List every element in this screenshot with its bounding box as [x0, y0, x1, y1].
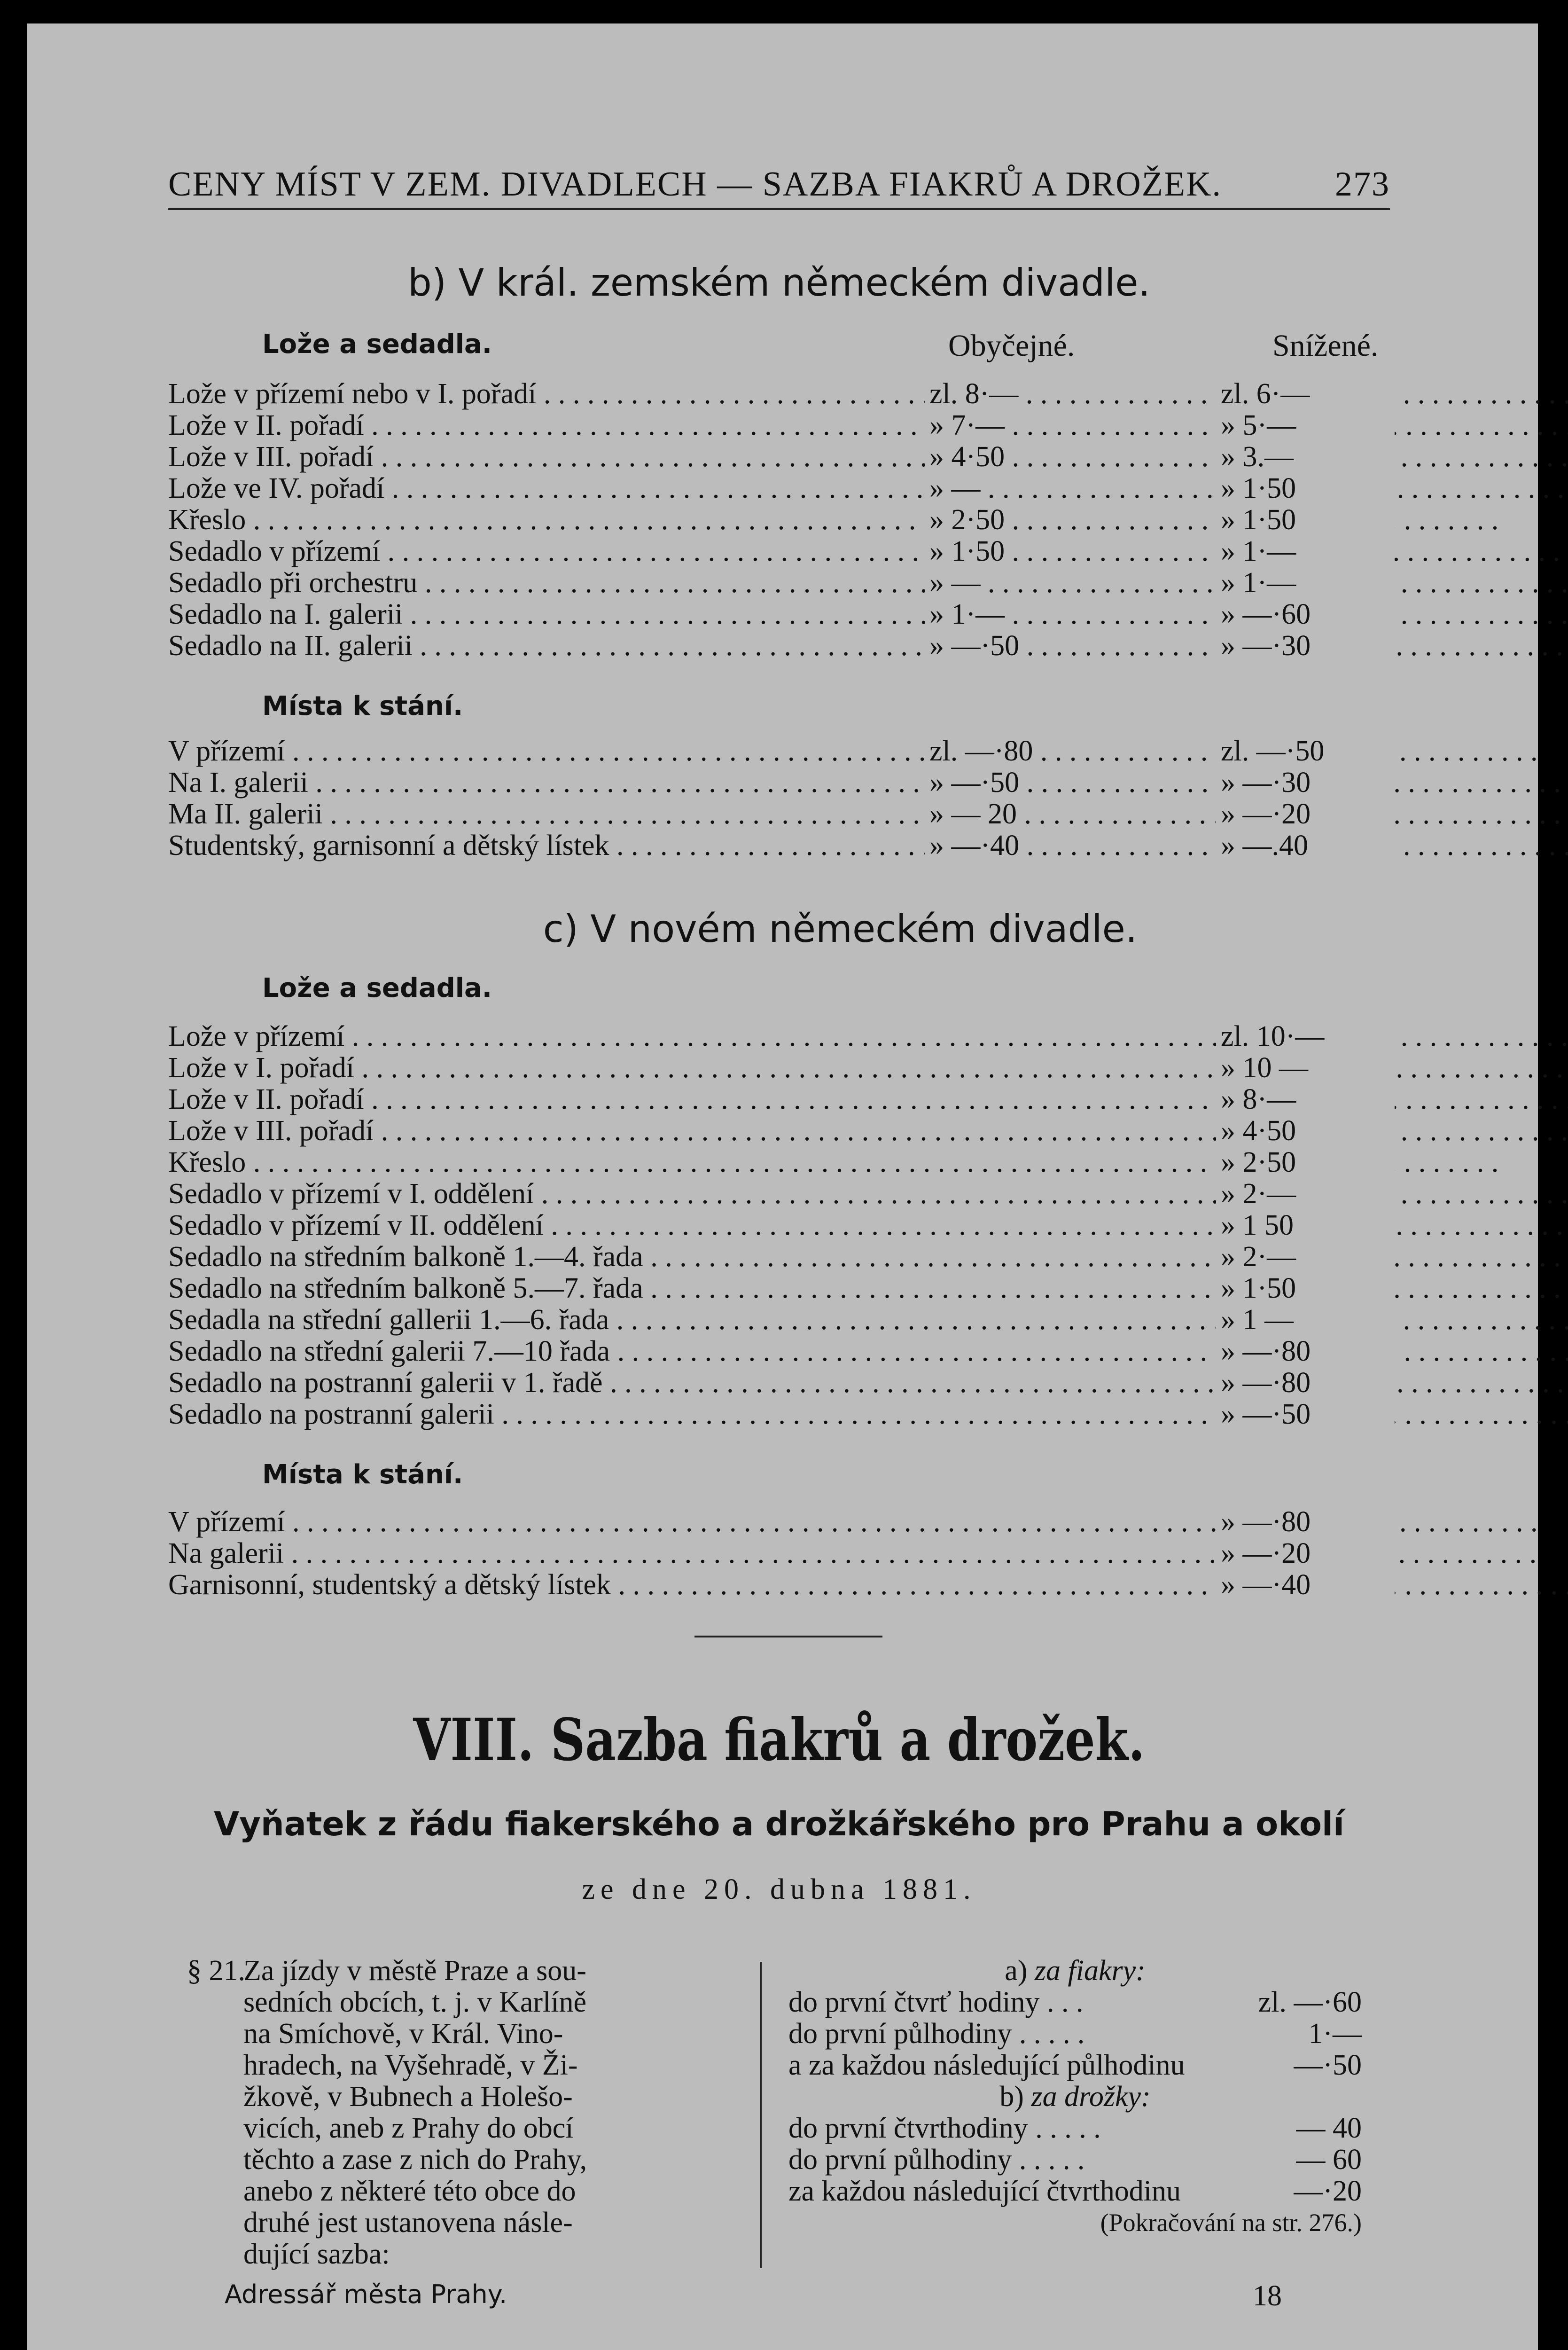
row-label: Na I. galerii . . . — [168, 767, 1561, 799]
table-row — [168, 1178, 1390, 1210]
table-row — [168, 1367, 1390, 1399]
table-row — [168, 536, 1390, 567]
table-row — [168, 567, 1390, 599]
table-row — [168, 378, 1390, 410]
table-row — [168, 630, 1390, 662]
fare-row — [788, 1987, 1362, 2018]
table-row — [168, 441, 1390, 473]
row-label: V přízemí . . . — [168, 736, 1538, 767]
page-number: 273 — [1335, 165, 1390, 204]
text-line: těchto a zase z nich do Prahy, — [243, 2144, 587, 2176]
price-normal: » 1·50 . . . — [925, 536, 1221, 567]
row-label: Sedadlo v přízemí . . . — [168, 536, 1568, 567]
text-line: vicích, aneb z Prahy do obcí — [243, 2112, 574, 2144]
fare-price: —·20 — [1288, 2176, 1362, 2207]
fare-row — [788, 2113, 1362, 2144]
section-c-title: c) V novém německém divadle. — [543, 907, 1138, 951]
price: » —·20 — [1216, 1538, 1395, 1569]
price-normal: » —·40 . . . — [925, 830, 1221, 862]
table-row — [168, 799, 1390, 830]
section-c-rows — [168, 1021, 1390, 1430]
continued-note: (Pokračování na str. 276.) — [1100, 2209, 1362, 2237]
row-label: Sedadlo na střední galerii 7.—10 řada . . . — [168, 1336, 1568, 1367]
table-row — [168, 1147, 1390, 1178]
table-row — [168, 1241, 1390, 1273]
row-label: Křeslo . . . — [168, 504, 1498, 536]
price-reduced: » 1·50 — [1216, 473, 1395, 504]
text-line: žkově, v Bubnech a Holešo- — [243, 2081, 573, 2113]
caption-text: za drožky: — [1031, 2081, 1151, 2113]
price: » 1 50 — [1216, 1210, 1395, 1241]
section-c-subhead: Lože a sedadla. — [262, 973, 492, 1003]
fare-row — [788, 2144, 1362, 2176]
price-reduced: » —·60 — [1216, 599, 1395, 630]
footer-publication: Adressář města Prahy. — [225, 2280, 507, 2309]
price: » 2·— — [1216, 1241, 1395, 1273]
price-reduced: » 3.— — [1216, 441, 1395, 473]
table-row — [168, 1569, 1390, 1601]
section-c-standing-rows — [168, 1506, 1390, 1601]
col-reduced-header: Snížené. — [1272, 329, 1379, 363]
fare-row — [788, 2050, 1362, 2081]
table-row — [168, 830, 1390, 862]
price: » 1·50 — [1216, 1273, 1395, 1304]
caption-prefix: a) — [1005, 1955, 1028, 1987]
table-row — [168, 1273, 1390, 1304]
header-title: CENY MÍST V ZEM. DIVADLECH — SAZBA FIAKRŮ A DROŽEK. — [168, 165, 1222, 204]
price-reduced: » —·30 — [1216, 630, 1395, 662]
row-label: Ma II. galerii . . . — [168, 799, 1568, 830]
section-viii-date: ze dne 20. dubna 1881. — [582, 1873, 976, 1905]
row-label: Lože v III. pořadí . . . — [168, 441, 1568, 473]
table-row — [168, 736, 1390, 767]
price-reduced: » 1·50 — [1216, 504, 1395, 536]
caption-prefix: b) — [999, 2081, 1024, 2113]
col-normal-header: Obyčejné. — [948, 329, 1075, 363]
fare-label: do první čtvrthodiny . . . . . — [788, 2112, 1101, 2144]
row-label: Sedadlo na postranní galerii . . . — [168, 1399, 1568, 1430]
table-row — [168, 1304, 1390, 1336]
price: » 2·50 — [1216, 1147, 1395, 1178]
price-normal: » —·50 . . . — [925, 630, 1221, 662]
fiaker-caption — [788, 1955, 1362, 1987]
price: » 8·— — [1216, 1084, 1395, 1115]
price-reduced: » —.40 — [1216, 830, 1395, 862]
price: » —·40 — [1216, 1569, 1395, 1601]
row-label: Lože ve IV. pořadí . . . — [168, 473, 1568, 504]
row-label: Sedadlo na II. galerii . . . — [168, 630, 1568, 662]
section-viii-title: VIII. Sazba fiakrů a drožek. — [413, 1706, 1145, 1774]
fare-row — [788, 2018, 1362, 2050]
table-row — [168, 1399, 1390, 1430]
price-normal: » —·50 . . . — [925, 767, 1221, 799]
fare-label: do první čtvrť hodiny . . . — [788, 1986, 1084, 2018]
paragraph-21 — [187, 1955, 788, 2270]
table-row — [168, 1538, 1390, 1569]
price: » —·80 — [1216, 1506, 1395, 1538]
price: » —·50 — [1216, 1399, 1395, 1430]
row-label: Na galerii . . . — [168, 1538, 1537, 1569]
fare-label: za každou následující čtvrthodinu — [788, 2175, 1181, 2207]
price-normal: zl. 8·— . . . — [925, 378, 1221, 410]
fare-price: —·50 — [1288, 2050, 1362, 2081]
price: » 2·— — [1216, 1178, 1395, 1210]
price-normal: » — . . . — [925, 473, 1221, 504]
price-normal: » — . . . — [925, 567, 1221, 599]
price-normal: » 7·— . . . — [925, 410, 1221, 441]
price-normal: » 4·50 . . . — [925, 441, 1221, 473]
table-row — [168, 1052, 1390, 1084]
section-b-subhead: Lože a sedadla. — [262, 329, 492, 360]
price-normal: » — 20 . . . — [925, 799, 1221, 830]
row-label: V přízemí . . . — [168, 1506, 1538, 1538]
row-label: Sedadlo na středním balkoně 1.—4. řada . . . — [168, 1241, 1568, 1273]
price-normal: » 1·— . . . — [925, 599, 1221, 630]
price: » 1 — — [1216, 1304, 1395, 1336]
price: » —·80 — [1216, 1367, 1395, 1399]
text-line: hradech, na Vyšehradě, v Ži- — [243, 2049, 578, 2081]
table-row — [168, 599, 1390, 630]
table-row — [168, 1084, 1390, 1115]
price-normal: » 2·50 . . . — [925, 504, 1221, 536]
price-reduced: » 5·— — [1216, 410, 1395, 441]
caption-text: za fiakry: — [1034, 1955, 1146, 1987]
section-divider — [694, 1636, 882, 1637]
row-label: Sedadlo v přízemí v I. oddělení . . . — [168, 1178, 1568, 1210]
price-reduced: » 1·— — [1216, 567, 1395, 599]
section-b-title: b) V král. zemském německém divadle. — [408, 261, 1150, 305]
table-row — [168, 504, 1390, 536]
page-footer — [225, 2280, 1282, 2312]
price-normal: zl. —·80 . . . — [925, 736, 1221, 767]
fare-price: — 60 — [1291, 2144, 1362, 2176]
running-header — [168, 164, 1390, 210]
fare-table — [788, 1955, 1362, 2239]
price: » 10 — — [1216, 1052, 1395, 1084]
row-label: Sedadlo na I. galerii . . . — [168, 599, 1568, 630]
text-line: na Smíchově, v Král. Vino- — [243, 2018, 563, 2050]
price-reduced: » —·30 — [1216, 767, 1395, 799]
fare-price: zl. —·60 — [1253, 1987, 1362, 2018]
section-b-standing-rows — [168, 736, 1390, 862]
fare-label: a za každou následující půlhodinu — [788, 2049, 1185, 2081]
paragraph-mark: § 21. — [187, 1955, 245, 1987]
fare-label: do první půlhodiny . . . . . — [788, 2018, 1085, 2050]
row-label: Lože v III. pořadí . . . — [168, 1115, 1568, 1147]
row-label: Lože v II. pořadí . . . — [168, 1084, 1568, 1115]
row-label: Sedadla na střední gallerii 1.—6. řada . . . — [168, 1304, 1568, 1336]
row-label: Lože v přízemí nebo v I. pořadí . . . — [168, 378, 1568, 410]
price-reduced: » 1·— — [1216, 536, 1395, 567]
table-row — [168, 767, 1390, 799]
row-label: Sedadlo při orchestru . . . — [168, 567, 1568, 599]
section-b-standing-subhead: Místa k stání. — [262, 691, 463, 721]
section-c-standing-subhead: Místa k stání. — [262, 1459, 463, 1490]
section-b-rows — [168, 378, 1390, 662]
table-row — [168, 1210, 1390, 1241]
page — [27, 24, 1538, 2350]
fare-price: — 40 — [1291, 2113, 1362, 2144]
fare-price: 1·— — [1303, 2018, 1362, 2050]
droska-caption — [788, 2081, 1362, 2113]
text-line: Za jízdy v městě Praze a sou- — [243, 1955, 586, 1987]
table-row — [168, 473, 1390, 504]
row-label: Křeslo . . . — [168, 1147, 1498, 1178]
row-label: Lože v I. pořadí . . . — [168, 1052, 1568, 1084]
price: » 4·50 — [1216, 1115, 1395, 1147]
row-label: Garnisonní, studentský a dětský lístek . . . — [168, 1569, 1568, 1601]
row-label: Sedadlo na postranní galerii v 1. řadě . . . — [168, 1367, 1568, 1399]
row-label: Lože v II. pořadí . . . — [168, 410, 1568, 441]
table-row — [168, 1021, 1390, 1052]
fare-row — [788, 2176, 1362, 2207]
row-label: Sedadlo v přízemí v II. oddělení . . . — [168, 1210, 1568, 1241]
price-reduced: zl. —·50 — [1216, 736, 1395, 767]
price-reduced: » —·20 — [1216, 799, 1395, 830]
table-row — [168, 1506, 1390, 1538]
row-label: Studentský, garnisonní a dětský lístek . . . — [168, 830, 1568, 862]
fare-label: do první půlhodiny . . . . . — [788, 2144, 1085, 2176]
text-line: druhé jest ustanovena násle- — [243, 2207, 573, 2239]
table-row — [168, 1336, 1390, 1367]
signature-mark: 18 — [1253, 2280, 1282, 2312]
row-label: Lože v přízemí . . . — [168, 1021, 1568, 1052]
text-line: dující sazba: — [243, 2238, 390, 2270]
table-row — [168, 410, 1390, 441]
price: zl. 10·— — [1216, 1021, 1395, 1052]
price-reduced: zl. 6·— — [1216, 378, 1395, 410]
column-divider — [760, 1962, 762, 2268]
row-label: Sedadlo na středním balkoně 5.—7. řada . . . — [168, 1273, 1568, 1304]
price: » —·80 — [1216, 1336, 1395, 1367]
section-viii-subtitle: Vyňatek z řádu fiakerského a drožkářského pro Prahu a okolí — [214, 1805, 1344, 1843]
table-row — [168, 1115, 1390, 1147]
text-line: sedních obcích, t. j. v Karlíně — [243, 1986, 587, 2018]
text-line: anebo z některé této obce do — [243, 2175, 576, 2207]
